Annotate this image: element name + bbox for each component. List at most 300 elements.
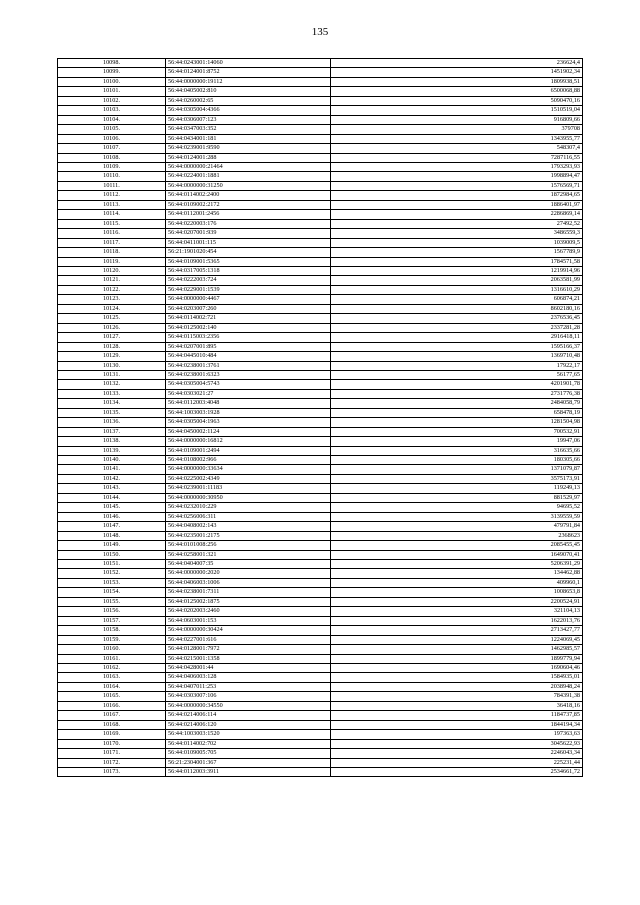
value-cell: 1872984,65 bbox=[331, 191, 583, 200]
value-cell: 8602180,16 bbox=[331, 304, 583, 313]
table-row bbox=[58, 427, 583, 436]
cadastral-number-cell: 56:44:0238001:6323 bbox=[166, 370, 331, 379]
table-row bbox=[58, 276, 583, 285]
value-cell: 94695,52 bbox=[331, 503, 583, 512]
table-row bbox=[58, 238, 583, 247]
row-number-cell: 10100. bbox=[58, 77, 166, 86]
table-row bbox=[58, 106, 583, 115]
value-cell: 700532,91 bbox=[331, 427, 583, 436]
row-number-cell: 10170. bbox=[58, 739, 166, 748]
table-row bbox=[58, 342, 583, 351]
cadastral-number-cell: 56:44:0235001:2175 bbox=[166, 531, 331, 540]
cadastral-number-cell: 56:44:0114002:2400 bbox=[166, 191, 331, 200]
table-row bbox=[58, 181, 583, 190]
cadastral-number-cell: 56:44:0347003:352 bbox=[166, 125, 331, 134]
cadastral-number-cell: 56:44:0407011:253 bbox=[166, 682, 331, 691]
row-number-cell: 10141. bbox=[58, 465, 166, 474]
row-number-cell: 10153. bbox=[58, 578, 166, 587]
table-row bbox=[58, 144, 583, 153]
table-row bbox=[58, 96, 583, 105]
cadastral-number-cell: 56:44:0603001:153 bbox=[166, 616, 331, 625]
row-number-cell: 10115. bbox=[58, 219, 166, 228]
cadastral-number-cell: 56:44:0128001:7972 bbox=[166, 645, 331, 654]
row-number-cell: 10165. bbox=[58, 692, 166, 701]
row-number-cell: 10131. bbox=[58, 370, 166, 379]
value-cell: 3575173,91 bbox=[331, 474, 583, 483]
table-row bbox=[58, 503, 583, 512]
row-number-cell: 10117. bbox=[58, 238, 166, 247]
table-row bbox=[58, 645, 583, 654]
row-number-cell: 10157. bbox=[58, 616, 166, 625]
row-number-cell: 10098. bbox=[58, 59, 166, 68]
table-row bbox=[58, 474, 583, 483]
row-number-cell: 10146. bbox=[58, 512, 166, 521]
table-row bbox=[58, 162, 583, 171]
value-cell: 1622013,76 bbox=[331, 616, 583, 625]
cadastral-number-cell: 56:44:0109001:2494 bbox=[166, 446, 331, 455]
cadastral-number-cell: 56:44:0445010:484 bbox=[166, 352, 331, 361]
value-cell: 2713427,77 bbox=[331, 626, 583, 635]
cadastral-number-cell: 56:44:0303007:106 bbox=[166, 692, 331, 701]
table-row bbox=[58, 323, 583, 332]
cadastral-number-cell: 56:44:0114002:721 bbox=[166, 314, 331, 323]
row-number-cell: 10124. bbox=[58, 304, 166, 313]
row-number-cell: 10108. bbox=[58, 153, 166, 162]
cadastral-number-cell: 56:44:0000000:19112 bbox=[166, 77, 331, 86]
cadastral-number-cell: 56:44:0238001:3761 bbox=[166, 361, 331, 370]
value-cell: 36418,16 bbox=[331, 701, 583, 710]
value-cell: 1316610,29 bbox=[331, 285, 583, 294]
table-row bbox=[58, 380, 583, 389]
value-cell: 1039009,5 bbox=[331, 238, 583, 247]
row-number-cell: 10168. bbox=[58, 720, 166, 729]
cadastral-number-cell: 56:44:0220003:176 bbox=[166, 219, 331, 228]
table-row bbox=[58, 654, 583, 663]
cadastral-number-cell: 56:44:0109001:5365 bbox=[166, 257, 331, 266]
value-cell: 548307,4 bbox=[331, 144, 583, 153]
row-number-cell: 10138. bbox=[58, 437, 166, 446]
cadastral-number-cell: 56:44:0303021:27 bbox=[166, 389, 331, 398]
value-cell: 3139559,59 bbox=[331, 512, 583, 521]
row-number-cell: 10105. bbox=[58, 125, 166, 134]
row-number-cell: 10119. bbox=[58, 257, 166, 266]
table-row bbox=[58, 304, 583, 313]
table-row bbox=[58, 314, 583, 323]
row-number-cell: 10159. bbox=[58, 635, 166, 644]
row-number-cell: 10104. bbox=[58, 115, 166, 124]
cadastral-number-cell: 56:44:0000000:34550 bbox=[166, 701, 331, 710]
value-cell: 1649070,41 bbox=[331, 550, 583, 559]
row-number-cell: 10118. bbox=[58, 248, 166, 257]
value-cell: 7287116,55 bbox=[331, 153, 583, 162]
cadastral-number-cell: 56:44:0214006:114 bbox=[166, 711, 331, 720]
table-row bbox=[58, 418, 583, 427]
row-number-cell: 10126. bbox=[58, 323, 166, 332]
cadastral-number-cell: 56:44:0450002:1124 bbox=[166, 427, 331, 436]
table-row bbox=[58, 87, 583, 96]
table-row bbox=[58, 758, 583, 767]
row-number-cell: 10102. bbox=[58, 96, 166, 105]
row-number-cell: 10160. bbox=[58, 645, 166, 654]
table-row bbox=[58, 125, 583, 134]
value-cell: 27492,52 bbox=[331, 219, 583, 228]
cadastral-number-cell: 56:44:0258001:321 bbox=[166, 550, 331, 559]
table-row bbox=[58, 569, 583, 578]
value-cell: 134462,88 bbox=[331, 569, 583, 578]
cadastral-number-cell: 56:44:0411001:115 bbox=[166, 238, 331, 247]
value-cell: 1595166,37 bbox=[331, 342, 583, 351]
table-row bbox=[58, 588, 583, 597]
value-cell: 1899779,94 bbox=[331, 654, 583, 663]
cadastral-number-cell: 56:44:0000000:30424 bbox=[166, 626, 331, 635]
table-row bbox=[58, 749, 583, 758]
value-cell: 321104,13 bbox=[331, 607, 583, 616]
cadastral-number-cell: 56:44:0306007:123 bbox=[166, 115, 331, 124]
cadastral-number-cell: 56:44:0222003:724 bbox=[166, 276, 331, 285]
cadastral-number-cell: 56:44:0406003:1006 bbox=[166, 578, 331, 587]
table-row bbox=[58, 739, 583, 748]
table-row bbox=[58, 295, 583, 304]
row-number-cell: 10166. bbox=[58, 701, 166, 710]
value-cell: 1343955,77 bbox=[331, 134, 583, 143]
row-number-cell: 10113. bbox=[58, 200, 166, 209]
row-number-cell: 10163. bbox=[58, 673, 166, 682]
table-row bbox=[58, 257, 583, 266]
cadastral-number-cell: 56:44:0239001:9590 bbox=[166, 144, 331, 153]
table-row bbox=[58, 389, 583, 398]
value-cell: 4201901,78 bbox=[331, 380, 583, 389]
row-number-cell: 10150. bbox=[58, 550, 166, 559]
row-number-cell: 10101. bbox=[58, 87, 166, 96]
table-row bbox=[58, 153, 583, 162]
cadastral-number-cell: 56:44:0305004:5743 bbox=[166, 380, 331, 389]
row-number-cell: 10136. bbox=[58, 418, 166, 427]
cadastral-number-cell: 56:21:1901020:454 bbox=[166, 248, 331, 257]
value-cell: 2246043,34 bbox=[331, 749, 583, 758]
value-cell: 1184737,85 bbox=[331, 711, 583, 720]
value-cell: 1369710,48 bbox=[331, 352, 583, 361]
value-cell: 236624,4 bbox=[331, 59, 583, 68]
row-number-cell: 10123. bbox=[58, 295, 166, 304]
row-number-cell: 10121. bbox=[58, 276, 166, 285]
table-row bbox=[58, 210, 583, 219]
table-body bbox=[58, 59, 583, 777]
value-cell: 3045622,93 bbox=[331, 739, 583, 748]
table-row bbox=[58, 730, 583, 739]
row-number-cell: 10099. bbox=[58, 68, 166, 77]
value-cell: 784391,38 bbox=[331, 692, 583, 701]
row-number-cell: 10142. bbox=[58, 474, 166, 483]
cadastral-number-cell: 56:44:0305004:1963 bbox=[166, 418, 331, 427]
cadastral-number-cell: 56:44:0305004:4366 bbox=[166, 106, 331, 115]
table-row bbox=[58, 512, 583, 521]
cadastral-number-cell: 56:44:0000000:4467 bbox=[166, 295, 331, 304]
table-row bbox=[58, 68, 583, 77]
value-cell: 409960,1 bbox=[331, 578, 583, 587]
value-cell: 479791,84 bbox=[331, 522, 583, 531]
cadastral-number-cell: 56:44:0112001:2456 bbox=[166, 210, 331, 219]
table-row bbox=[58, 191, 583, 200]
cadastral-number-cell: 56:44:0000000:30950 bbox=[166, 493, 331, 502]
cadastral-number-cell: 56:44:0124001:288 bbox=[166, 153, 331, 162]
row-number-cell: 10140. bbox=[58, 456, 166, 465]
cadastral-number-cell: 56:44:0000000:16812 bbox=[166, 437, 331, 446]
table-row bbox=[58, 456, 583, 465]
table-row bbox=[58, 446, 583, 455]
value-cell: 2731776,38 bbox=[331, 389, 583, 398]
value-cell: 1886401,97 bbox=[331, 200, 583, 209]
value-cell: 1451902,34 bbox=[331, 68, 583, 77]
row-number-cell: 10133. bbox=[58, 389, 166, 398]
table-row bbox=[58, 285, 583, 294]
value-cell: 606874,21 bbox=[331, 295, 583, 304]
cadastral-number-cell: 56:44:0109002:2172 bbox=[166, 200, 331, 209]
cadastral-number-cell: 56:44:0227001:616 bbox=[166, 635, 331, 644]
value-cell: 2286869,14 bbox=[331, 210, 583, 219]
value-cell: 2200524,91 bbox=[331, 597, 583, 606]
value-cell: 3486559,3 bbox=[331, 229, 583, 238]
row-number-cell: 10164. bbox=[58, 682, 166, 691]
cadastral-number-cell: 56:21:2304001:367 bbox=[166, 758, 331, 767]
table-row bbox=[58, 465, 583, 474]
table-row bbox=[58, 531, 583, 540]
table-row bbox=[58, 115, 583, 124]
value-cell: 225231,44 bbox=[331, 758, 583, 767]
cadastral-number-cell: 56:44:0108002:966 bbox=[166, 456, 331, 465]
page-number: 135 bbox=[311, 26, 329, 38]
cadastral-number-cell: 56:44:0243001:14060 bbox=[166, 59, 331, 68]
value-cell: 1793293,93 bbox=[331, 162, 583, 171]
cadastral-number-cell: 56:44:0256006:311 bbox=[166, 512, 331, 521]
value-cell: 197363,63 bbox=[331, 730, 583, 739]
row-number-cell: 10103. bbox=[58, 106, 166, 115]
data-table bbox=[57, 58, 583, 777]
table-row bbox=[58, 711, 583, 720]
table-row bbox=[58, 59, 583, 68]
row-number-cell: 10152. bbox=[58, 569, 166, 578]
row-number-cell: 10155. bbox=[58, 597, 166, 606]
value-cell: 1809938,51 bbox=[331, 77, 583, 86]
table-row bbox=[58, 626, 583, 635]
value-cell: 1219914,96 bbox=[331, 266, 583, 275]
value-cell: 1462985,57 bbox=[331, 645, 583, 654]
row-number-cell: 10106. bbox=[58, 134, 166, 143]
value-cell: 2038948,24 bbox=[331, 682, 583, 691]
table-row bbox=[58, 437, 583, 446]
table-row bbox=[58, 493, 583, 502]
row-number-cell: 10129. bbox=[58, 352, 166, 361]
value-cell: 1008653,8 bbox=[331, 588, 583, 597]
value-cell: 2916418,11 bbox=[331, 333, 583, 342]
table-row bbox=[58, 352, 583, 361]
value-cell: 2484058,79 bbox=[331, 399, 583, 408]
row-number-cell: 10120. bbox=[58, 266, 166, 275]
row-number-cell: 10125. bbox=[58, 314, 166, 323]
cadastral-number-cell: 56:44:0215001:1358 bbox=[166, 654, 331, 663]
row-number-cell: 10173. bbox=[58, 767, 166, 776]
cadastral-number-cell: 56:44:0207001:895 bbox=[166, 342, 331, 351]
table-row bbox=[58, 701, 583, 710]
cadastral-number-cell: 56:44:0260002:65 bbox=[166, 96, 331, 105]
value-cell: 1224069,45 bbox=[331, 635, 583, 644]
value-cell: 379708 bbox=[331, 125, 583, 134]
cadastral-number-cell: 56:44:0207001:939 bbox=[166, 229, 331, 238]
value-cell: 2337281,28 bbox=[331, 323, 583, 332]
table-row bbox=[58, 266, 583, 275]
row-number-cell: 10137. bbox=[58, 427, 166, 436]
value-cell: 119249,13 bbox=[331, 484, 583, 493]
value-cell: 1690604,46 bbox=[331, 664, 583, 673]
value-cell: 6500068,88 bbox=[331, 87, 583, 96]
table-row bbox=[58, 767, 583, 776]
value-cell: 5090470,16 bbox=[331, 96, 583, 105]
value-cell: 180305,66 bbox=[331, 456, 583, 465]
row-number-cell: 10162. bbox=[58, 664, 166, 673]
cadastral-number-cell: 56:44:0232010:229 bbox=[166, 503, 331, 512]
cadastral-number-cell: 56:44:0125002:140 bbox=[166, 323, 331, 332]
value-cell: 658478,19 bbox=[331, 408, 583, 417]
cadastral-number-cell: 56:44:0434001:181 bbox=[166, 134, 331, 143]
cadastral-number-cell: 56:44:0000000:31250 bbox=[166, 181, 331, 190]
value-cell: 1567789,9 bbox=[331, 248, 583, 257]
row-number-cell: 10147. bbox=[58, 522, 166, 531]
table-row bbox=[58, 229, 583, 238]
cadastral-number-cell: 56:44:0317005:1318 bbox=[166, 266, 331, 275]
value-cell: 1844194,34 bbox=[331, 720, 583, 729]
cadastral-number-cell: 56:44:0203007:260 bbox=[166, 304, 331, 313]
value-cell: 56177,65 bbox=[331, 370, 583, 379]
cadastral-number-cell: 56:44:0239001:11183 bbox=[166, 484, 331, 493]
row-number-cell: 10154. bbox=[58, 588, 166, 597]
table-row bbox=[58, 134, 583, 143]
row-number-cell: 10167. bbox=[58, 711, 166, 720]
value-cell: 1371079,87 bbox=[331, 465, 583, 474]
table-row bbox=[58, 399, 583, 408]
value-cell: 1510519,04 bbox=[331, 106, 583, 115]
cadastral-number-cell: 56:44:0115003:2356 bbox=[166, 333, 331, 342]
table-row bbox=[58, 408, 583, 417]
table-row bbox=[58, 635, 583, 644]
cadastral-number-cell: 56:44:0202003:2460 bbox=[166, 607, 331, 616]
table-row bbox=[58, 682, 583, 691]
row-number-cell: 10110. bbox=[58, 172, 166, 181]
table-row bbox=[58, 361, 583, 370]
table-row bbox=[58, 692, 583, 701]
cadastral-number-cell: 56:44:0114002:702 bbox=[166, 739, 331, 748]
row-number-cell: 10132. bbox=[58, 380, 166, 389]
row-number-cell: 10151. bbox=[58, 560, 166, 569]
cadastral-number-cell: 56:44:0408002:143 bbox=[166, 522, 331, 531]
row-number-cell: 10161. bbox=[58, 654, 166, 663]
row-number-cell: 10134. bbox=[58, 399, 166, 408]
row-number-cell: 10156. bbox=[58, 607, 166, 616]
table-row bbox=[58, 200, 583, 209]
value-cell: 2534661,72 bbox=[331, 767, 583, 776]
table-row bbox=[58, 664, 583, 673]
table-row bbox=[58, 484, 583, 493]
row-number-cell: 10122. bbox=[58, 285, 166, 294]
value-cell: 1576569,71 bbox=[331, 181, 583, 190]
row-number-cell: 10111. bbox=[58, 181, 166, 190]
row-number-cell: 10144. bbox=[58, 493, 166, 502]
table-row bbox=[58, 370, 583, 379]
row-number-cell: 10128. bbox=[58, 342, 166, 351]
row-number-cell: 10172. bbox=[58, 758, 166, 767]
value-cell: 1584935,01 bbox=[331, 673, 583, 682]
cadastral-number-cell: 56:44:1003003:1928 bbox=[166, 408, 331, 417]
table-row bbox=[58, 560, 583, 569]
row-number-cell: 10145. bbox=[58, 503, 166, 512]
row-number-cell: 10169. bbox=[58, 730, 166, 739]
table-row bbox=[58, 77, 583, 86]
row-number-cell: 10135. bbox=[58, 408, 166, 417]
row-number-cell: 10158. bbox=[58, 626, 166, 635]
table-row bbox=[58, 219, 583, 228]
cadastral-number-cell: 56:44:0109005:705 bbox=[166, 749, 331, 758]
value-cell: 19947,06 bbox=[331, 437, 583, 446]
value-cell: 1998894,47 bbox=[331, 172, 583, 181]
table-row bbox=[58, 248, 583, 257]
table-row bbox=[58, 607, 583, 616]
table-row bbox=[58, 597, 583, 606]
cadastral-number-cell: 56:44:0125002:1875 bbox=[166, 597, 331, 606]
table-row bbox=[58, 673, 583, 682]
cadastral-number-cell: 56:44:0112003:4048 bbox=[166, 399, 331, 408]
table-row bbox=[58, 720, 583, 729]
row-number-cell: 10171. bbox=[58, 749, 166, 758]
row-number-cell: 10148. bbox=[58, 531, 166, 540]
table-row bbox=[58, 550, 583, 559]
value-cell: 916809,66 bbox=[331, 115, 583, 124]
cadastral-number-cell: 56:44:0000000:33634 bbox=[166, 465, 331, 474]
value-cell: 5206391,29 bbox=[331, 560, 583, 569]
value-cell: 1281504,98 bbox=[331, 418, 583, 427]
cadastral-number-cell: 56:44:0406003:128 bbox=[166, 673, 331, 682]
table-row bbox=[58, 333, 583, 342]
row-number-cell: 10149. bbox=[58, 541, 166, 550]
value-cell: 1784571,58 bbox=[331, 257, 583, 266]
row-number-cell: 10107. bbox=[58, 144, 166, 153]
cadastral-number-cell: 56:44:0428001:44 bbox=[166, 664, 331, 673]
cadastral-number-cell: 56:44:0214006:120 bbox=[166, 720, 331, 729]
table-row bbox=[58, 616, 583, 625]
value-cell: 2368623 bbox=[331, 531, 583, 540]
row-number-cell: 10116. bbox=[58, 229, 166, 238]
cadastral-number-cell: 56:44:0404007:35 bbox=[166, 560, 331, 569]
cadastral-number-cell: 56:44:0000000:21464 bbox=[166, 162, 331, 171]
cadastral-number-cell: 56:44:1003003:1520 bbox=[166, 730, 331, 739]
cadastral-number-cell: 56:44:0000000:2020 bbox=[166, 569, 331, 578]
value-cell: 2085455,45 bbox=[331, 541, 583, 550]
value-cell: 881529,97 bbox=[331, 493, 583, 502]
cadastral-number-cell: 56:44:0229001:1539 bbox=[166, 285, 331, 294]
cadastral-number-cell: 56:44:0238001:7311 bbox=[166, 588, 331, 597]
table-row bbox=[58, 541, 583, 550]
table-row bbox=[58, 578, 583, 587]
row-number-cell: 10130. bbox=[58, 361, 166, 370]
row-number-cell: 10143. bbox=[58, 484, 166, 493]
row-number-cell: 10112. bbox=[58, 191, 166, 200]
table-row bbox=[58, 172, 583, 181]
cadastral-number-cell: 56:44:0224001:1881 bbox=[166, 172, 331, 181]
value-cell: 316635,66 bbox=[331, 446, 583, 455]
cadastral-number-cell: 56:44:0225002:4349 bbox=[166, 474, 331, 483]
row-number-cell: 10139. bbox=[58, 446, 166, 455]
cadastral-number-cell: 56:44:0124001:8752 bbox=[166, 68, 331, 77]
table-row bbox=[58, 522, 583, 531]
cadastral-number-cell: 56:44:0101008:256 bbox=[166, 541, 331, 550]
row-number-cell: 10109. bbox=[58, 162, 166, 171]
